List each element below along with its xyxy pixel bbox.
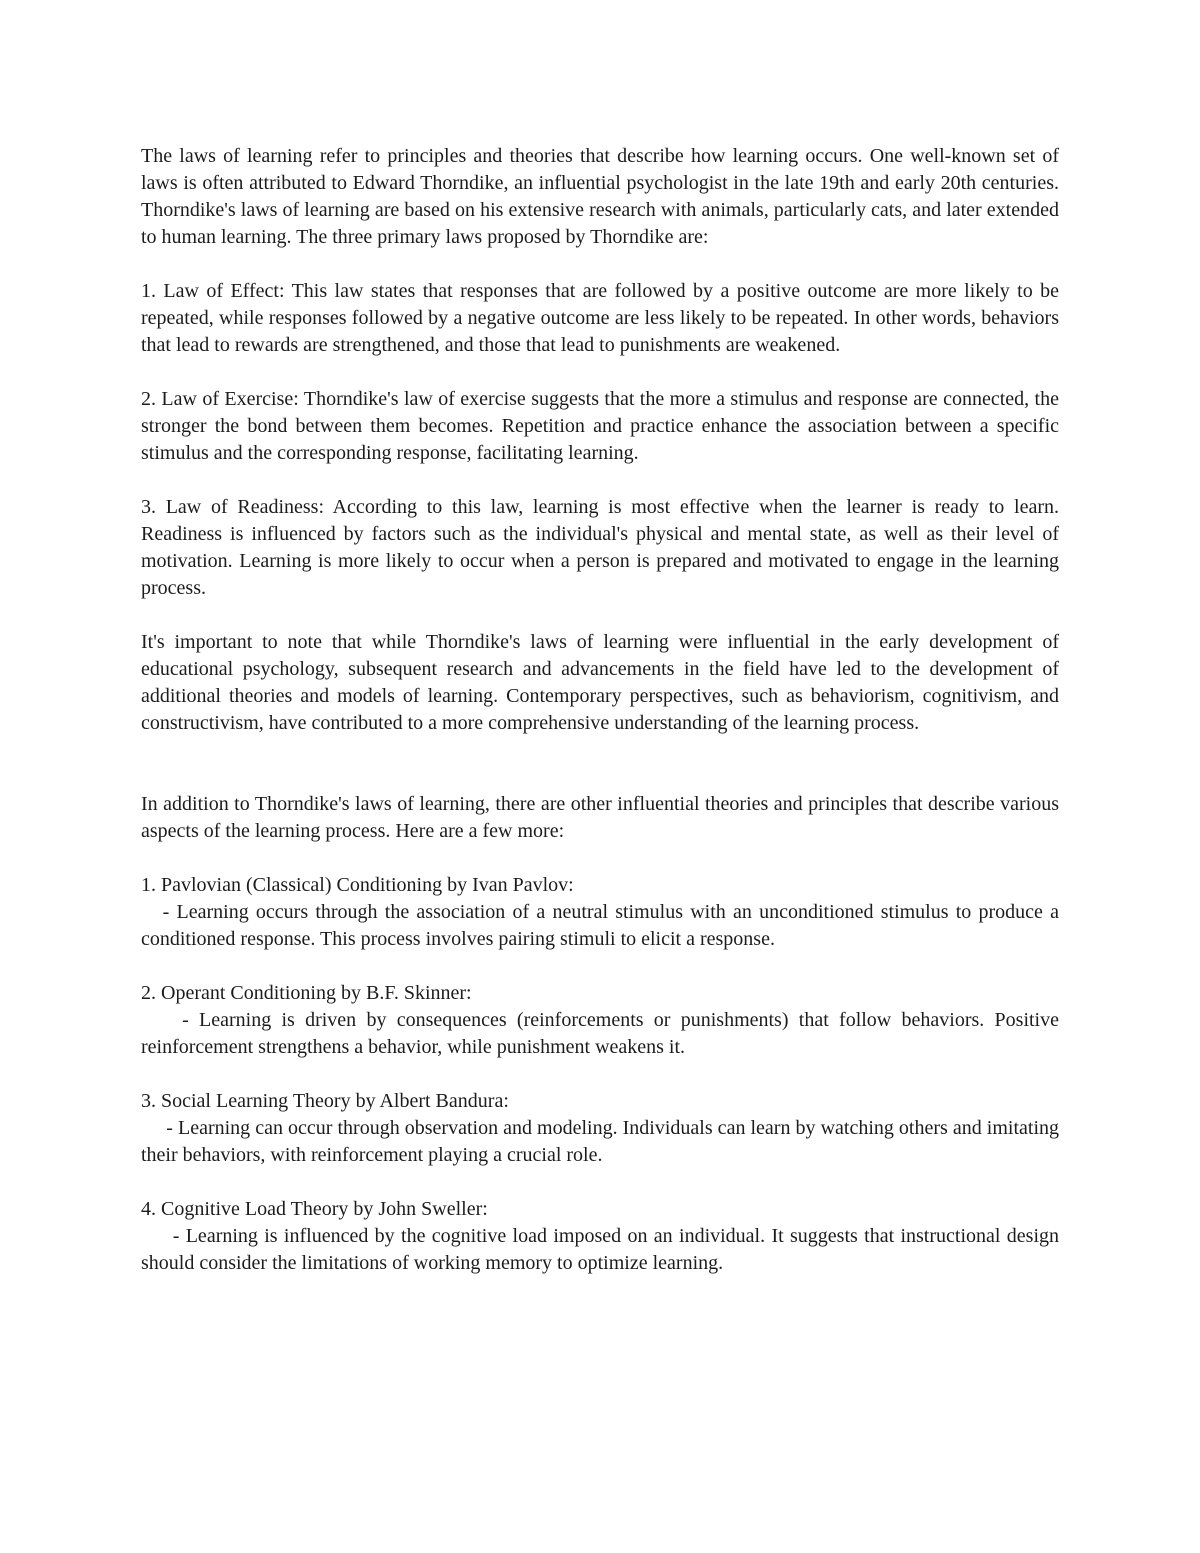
note-paragraph: It's important to note that while Thorndike's laws of learning were influential in the early development of educational psychology, subsequent research and advancements in the field have led to the development of additional theories and models of learning. Contemporary perspectives, such as behaviorism, cognitivism, and constructivism, have contributed to a more comprehensive understanding of the learning process. <box>141 631 1059 734</box>
law-of-readiness-paragraph: 3. Law of Readiness: According to this law, learning is most effective when the learner is ready to learn. Readiness is influenced by factors such as the individual's physical and mental state, as well as their level of motivation. Learning is more likely to occur when a person is prepared and motivated to engage in the learning process. <box>141 496 1059 599</box>
theory-description-text: - Learning is driven by consequences (reinforcements or punishments) that follow behaviors. Positive reinforcement strengthens a behavior, while punishment weakens it. <box>141 1009 1059 1058</box>
theory-title: 2. Operant Conditioning by B.F. Skinner: <box>141 982 472 1004</box>
theory-indent <box>141 1117 166 1139</box>
document-body <box>141 143 1059 1304</box>
theory-description <box>141 1115 1059 1169</box>
intro-paragraph: The laws of learning refer to principles and theories that describe how learning occurs. One well-known set of laws is often attributed to Edward Thorndike, an influential psychologist in the late 19th and early 20th centuries. Thorndike's laws of learning are based on his extensive research with animals, particularly cats, and later extended to human learning. The three primary laws proposed by Thorndike are: <box>141 145 1059 248</box>
theory-description <box>141 899 1059 953</box>
theory-indent <box>141 901 163 923</box>
theory-title: 4. Cognitive Load Theory by John Sweller: <box>141 1198 488 1220</box>
addition-intro-paragraph: In addition to Thorndike's laws of learning, there are other influential theories and principles that describe various aspects of the learning process. Here are a few more: <box>141 793 1059 842</box>
theory-item-operant <box>141 980 1059 1061</box>
theory-description <box>141 1007 1059 1061</box>
theory-indent <box>141 1225 173 1247</box>
theory-item-pavlovian <box>141 872 1059 953</box>
theory-description-text: - Learning is influenced by the cognitive load imposed on an individual. It suggests that instructional design should consider the limitations of working memory to optimize learning. <box>141 1225 1060 1274</box>
theory-description-text: - Learning occurs through the association of a neutral stimulus with an unconditioned stimulus to produce a conditioned response. This process involves pairing stimuli to elicit a response. <box>141 901 1060 950</box>
theory-indent <box>141 1009 182 1031</box>
theory-item-cognitive-load <box>141 1196 1059 1277</box>
theory-title: 1. Pavlovian (Classical) Conditioning by Ivan Pavlov: <box>141 874 574 896</box>
theory-description <box>141 1223 1059 1277</box>
law-of-effect-paragraph: 1. Law of Effect: This law states that responses that are followed by a positive outcome are more likely to be repeated, while responses followed by a negative outcome are less likely to be repeated. In other words, behaviors that lead to rewards are strengthened, and those that lead to punishments are weakened. <box>141 280 1059 356</box>
theory-item-social-learning <box>141 1088 1059 1169</box>
theory-title: 3. Social Learning Theory by Albert Bandura: <box>141 1090 509 1112</box>
theory-description-text: - Learning can occur through observation and modeling. Individuals can learn by watching others and imitating their behaviors, with reinforcement playing a crucial role. <box>141 1117 1060 1166</box>
law-of-exercise-paragraph: 2. Law of Exercise: Thorndike's law of exercise suggests that the more a stimulus and response are connected, the stronger the bond between them becomes. Repetition and practice enhance the association between a specific stimulus and the corresponding response, facilitating learning. <box>141 388 1059 464</box>
